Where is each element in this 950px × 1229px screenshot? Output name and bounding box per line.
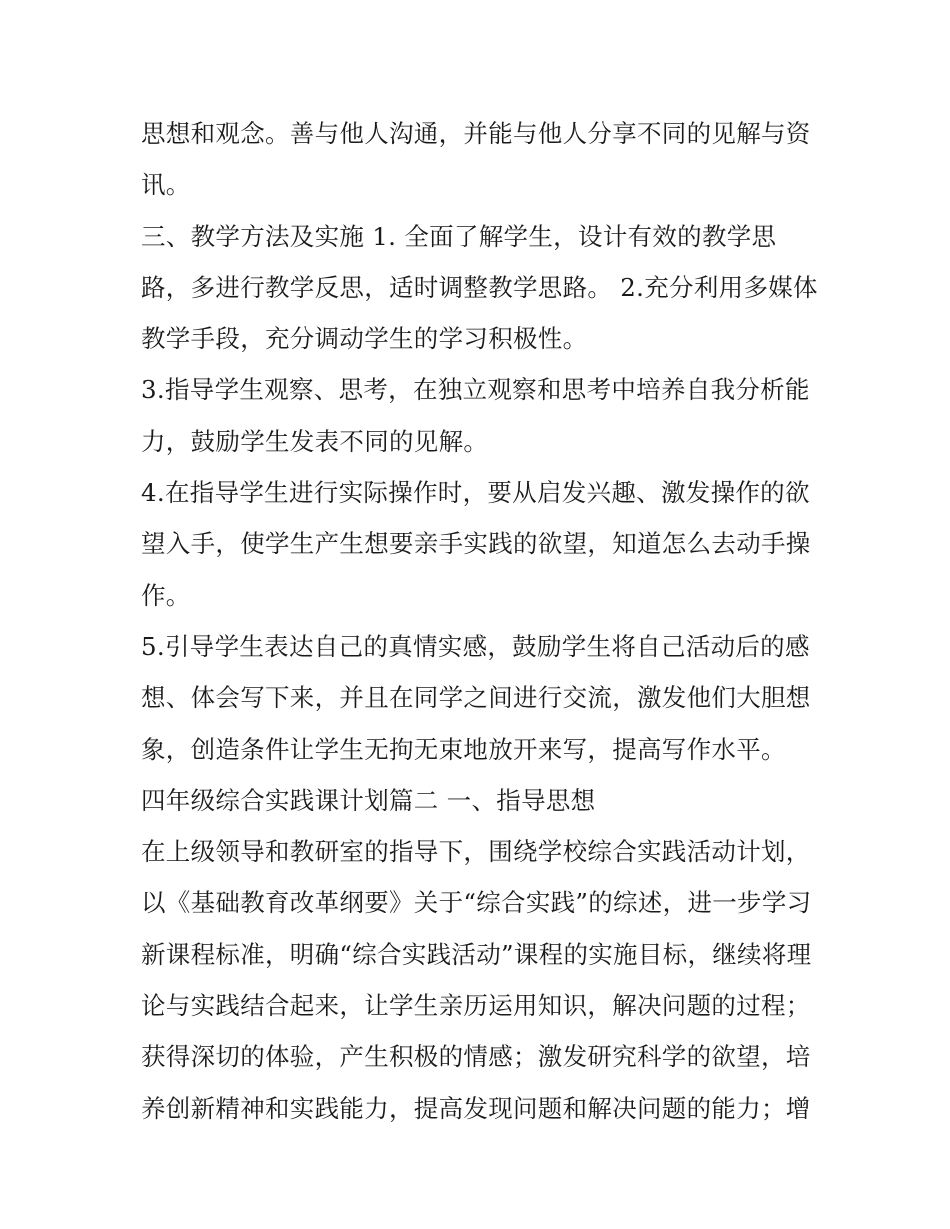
text-line: 讯。 (141, 170, 191, 200)
text-line: 以《基础教育改革纲要》关于“综合实践”的综述，进一步学习 (141, 888, 812, 918)
text-line: 论与实践结合起来，让学生亲历运用知识，解决问题的过程； (141, 991, 811, 1021)
text-line: 力，鼓励学生发表不同的见解。 (141, 426, 489, 456)
text-line: 新课程标准，明确“综合实践活动”课程的实施目标，继续将理 (141, 939, 812, 969)
text-line: 教学手段，充分调动学生的学习积极性。 (141, 324, 588, 354)
text-line: 在上级领导和教研室的指导下，围绕学校综合实践活动计划， (141, 837, 811, 867)
text-line: 4.在指导学生进行实际操作时，要从启发兴趣、激发操作的欲 (141, 478, 810, 508)
text-line: 路，多进行教学反思，适时调整教学思路。 2.充分利用多媒体 (141, 272, 818, 302)
text-line: 三、教学方法及实施 1. 全面了解学生，设计有效的教学思 (141, 221, 777, 251)
document-body (141, 108, 821, 1134)
text-line: 望入手，使学生产生想要亲手实践的欲望，知道怎么去动手操 (141, 529, 811, 559)
section-heading: 四年级综合实践课计划篇二 一、指导思想 (141, 785, 596, 815)
text-line: 养创新精神和实践能力，提高发现问题和解决问题的能力；增 (141, 1093, 811, 1123)
text-line: 象，创造条件让学生无拘无束地放开来写，提高写作水平。 (141, 734, 786, 764)
text-line: 作。 (141, 580, 191, 610)
text-line: 想、体会写下来，并且在同学之间进行交流，激发他们大胆想 (141, 683, 811, 713)
text-line: 思想和观念。善与他人沟通，并能与他人分享不同的见解与资 (141, 119, 811, 148)
text-line: 5.引导学生表达自己的真情实感，鼓励学生将自己活动后的感 (141, 631, 810, 661)
text-line: 获得深切的体验，产生积极的情感；激发研究科学的欲望，培 (141, 1042, 811, 1072)
text-line: 3.指导学生观察、思考，在独立观察和思考中培养自我分析能 (141, 375, 810, 405)
